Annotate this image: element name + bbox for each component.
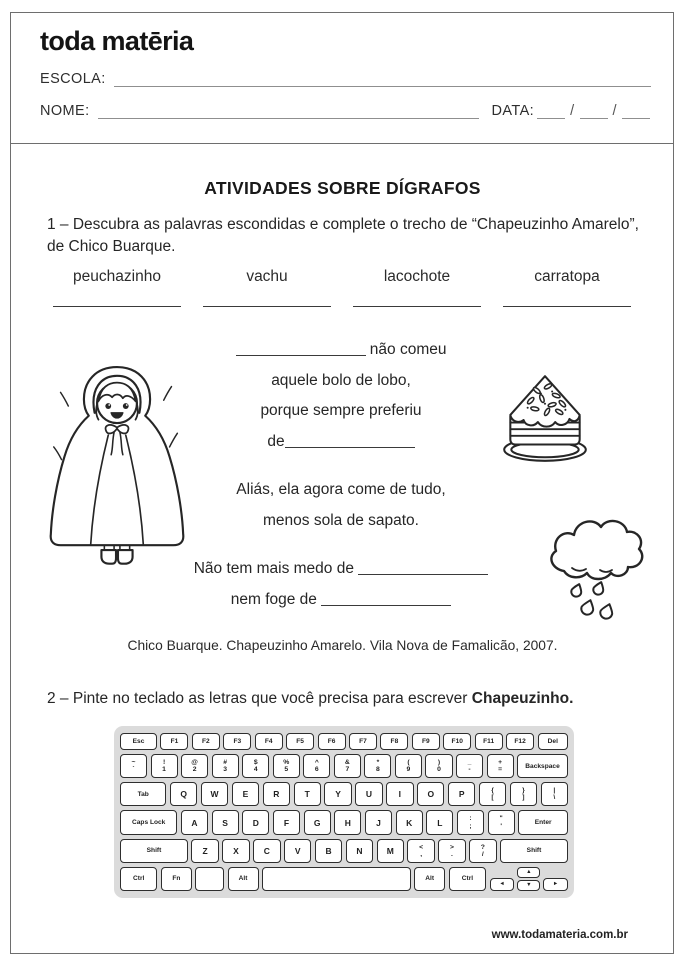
key-space[interactable] [262,867,411,891]
school-field-line[interactable] [114,72,651,87]
scrambled-word: vachu [246,268,288,285]
key-symbol-top: ( [407,758,410,766]
brand-logo: toda matēria [40,26,194,56]
key-2[interactable] [181,754,208,778]
scrambled-word: peuchazinho [73,268,161,285]
key-g[interactable]: G [304,810,331,834]
key-h[interactable]: H [334,810,361,834]
scrambled-word: lacochote [383,268,451,285]
key-symbol-top: % [283,758,290,766]
key-symbol-top: : [469,815,472,823]
key-equals[interactable] [487,754,514,778]
scrambled-word-column [42,268,192,307]
verse-line [180,341,502,361]
key-f7[interactable]: F7 [349,733,377,750]
date-year-line[interactable] [622,104,650,119]
key-symbol-top: | [553,787,556,795]
question-2 [47,688,643,710]
key-d[interactable]: D [242,810,269,834]
key-f10[interactable]: F10 [443,733,471,750]
scrambled-word-column [342,268,492,307]
key-symbol-top: ~ [131,758,136,766]
cake-slice-illustration [494,370,596,467]
name-field-line[interactable] [98,104,479,119]
key-4[interactable] [242,754,269,778]
key-1[interactable] [151,754,178,778]
verse-text: Aliás, ela agora come de tudo, [236,481,446,498]
verse-line [180,512,502,532]
key-symbol-bottom: ' [500,822,502,830]
verse-line [180,591,502,611]
verse-text: Não tem mais medo de [193,560,359,577]
key-symbol-bottom: = [498,766,503,774]
key-9[interactable] [395,754,422,778]
keyboard-row-2 [120,754,568,778]
key-symbol-bottom: ` [132,766,135,774]
key-tab[interactable]: Tab [120,782,166,806]
school-row [40,72,651,87]
key-backtick[interactable] [120,754,147,778]
footer-url: www.todamateria.com.br [491,929,628,941]
key-symbol-top: ? [480,843,485,851]
answer-blank[interactable] [53,306,181,307]
answer-blank[interactable] [236,342,366,356]
key-8[interactable] [364,754,391,778]
answer-blank[interactable] [503,306,631,307]
key-5[interactable] [273,754,300,778]
verse-text: aquele bolo de lobo, [271,371,411,389]
key-l[interactable]: L [426,810,453,834]
keyboard-row-1 [120,733,568,750]
keyboard-row-3 [120,782,568,806]
key-symbol-top: > [450,843,454,851]
key-symbol-bottom: 6 [314,766,319,774]
key-arrow-left[interactable]: ◄ [490,878,515,891]
key-s[interactable]: S [212,810,239,834]
key-f4[interactable]: F4 [255,733,283,750]
key-symbol-bottom: - [468,766,471,774]
key-arrow-right[interactable]: ► [543,878,568,891]
key-f11[interactable]: F11 [475,733,503,750]
key-shift[interactable]: Shift [120,839,188,863]
key-enter[interactable]: Enter [518,810,568,834]
key-k[interactable]: K [396,810,423,834]
question-2-text: 2 – Pinte no teclado as letras que você precisa para escrever [47,690,472,707]
key-backslash[interactable] [541,782,568,806]
key-symbol-top: { [491,787,494,795]
key-f9[interactable]: F9 [412,733,440,750]
key-symbol-top: " [499,815,503,823]
scrambled-word-column [492,268,642,307]
key-f2[interactable]: F2 [192,733,220,750]
key-symbol-top: _ [467,758,472,766]
answer-blank[interactable] [353,306,481,307]
key-f3[interactable]: F3 [223,733,251,750]
key-semicolon[interactable] [457,810,484,834]
key-w[interactable]: W [201,782,228,806]
key-blank[interactable] [195,867,224,891]
key-arrow-down[interactable]: ▼ [517,880,540,891]
key-symbol-top: & [344,758,350,766]
key-symbol-top: } [522,787,525,795]
key-esc[interactable]: Esc [120,733,157,750]
keyboard [114,726,574,898]
header-divider [11,143,673,144]
key-6[interactable] [303,754,330,778]
key-slash[interactable] [469,839,496,863]
scrambled-word-column [192,268,342,307]
verse-line [180,372,502,392]
key-backspace[interactable]: Backspace [517,754,568,778]
key-3[interactable] [212,754,239,778]
arrow-cluster [490,867,568,891]
key-apostrophe[interactable] [488,810,515,834]
answer-blank[interactable] [285,434,415,448]
key-symbol-bottom: \ [553,794,556,802]
key-c[interactable]: C [253,839,280,863]
school-label: ESCOLA: [40,71,106,87]
key-o[interactable]: O [417,782,444,806]
verse-gap [180,463,502,481]
key-symbol-bottom: / [481,850,484,858]
scrambled-words-row [42,268,642,307]
key-arrow-up[interactable]: ▲ [517,867,540,878]
key-symbol-top: @ [191,758,198,766]
name-date-row [40,104,653,119]
key-a[interactable]: A [181,810,208,834]
key-symbol-top: $ [253,758,258,766]
verse-line [180,481,502,501]
key-del[interactable]: Del [538,733,569,750]
key-alt-right[interactable]: Alt [414,867,445,891]
key-caps-lock[interactable]: Caps Lock [120,810,177,834]
key-m[interactable]: M [377,839,404,863]
key-symbol-bottom: , [420,850,423,858]
key-b[interactable]: B [315,839,342,863]
keyboard-row-4 [120,810,568,834]
verse-gap [180,542,502,560]
verse-text: nem foge de [230,590,322,608]
key-symbol-top: # [223,758,228,766]
key-e[interactable]: E [232,782,259,806]
key-n[interactable]: N [346,839,373,863]
keyboard-row-6 [120,867,568,891]
worksheet-title: ATIVIDADES SOBRE DÍGRAFOS [204,178,481,198]
key-symbol-bottom: 4 [253,766,258,774]
key-symbol-bottom: 1 [162,766,166,774]
rain-cloud-illustration [542,508,646,620]
key-ctrl[interactable]: Ctrl [120,867,157,891]
key-f8[interactable]: F8 [380,733,408,750]
date-month-line[interactable] [580,104,608,119]
key-bracket-left[interactable] [479,782,506,806]
key-r[interactable]: R [263,782,290,806]
date-slash: / [612,103,617,119]
key-v[interactable]: V [284,839,311,863]
key-j[interactable]: J [365,810,392,834]
key-period[interactable] [438,839,465,863]
verse-text: menos sola de sapato. [263,511,419,529]
key-comma[interactable] [407,839,434,863]
verse-text: de [267,432,285,450]
key-symbol-top: ^ [314,758,319,766]
key-f[interactable]: F [273,810,300,834]
verse-line [180,402,502,422]
verse-line [180,560,502,580]
hooded-girl-illustration [44,356,190,568]
date-label: DATA: [491,103,535,119]
key-0[interactable] [425,754,452,778]
key-f1[interactable]: F1 [160,733,188,750]
key-symbol-bottom: 5 [284,766,289,774]
key-u[interactable]: U [355,782,382,806]
answer-blank[interactable] [321,592,451,606]
key-fn[interactable]: Fn [161,867,192,891]
key-f6[interactable]: F6 [318,733,346,750]
key-symbol-bottom: 3 [223,766,228,774]
keyboard-row-5 [120,839,568,863]
name-label: NOME: [40,103,90,119]
key-ctrl-right[interactable]: Ctrl [449,867,486,891]
key-symbol-bottom: ] [522,794,525,802]
key-symbol-top: * [376,758,380,766]
date-slash: / [570,103,575,119]
key-p[interactable]: P [448,782,475,806]
key-x[interactable]: X [222,839,249,863]
question-1: 1 – Descubra as palavras escondidas e complete o trecho de “Chapeuzinho Amarelo”, de Chico Buarque. [47,216,639,255]
key-symbol-bottom: 7 [345,766,350,774]
key-symbol-bottom: ; [469,822,472,830]
key-minus[interactable] [456,754,483,778]
question-2-highlight: Chapeuzinho. [471,690,574,707]
key-f5[interactable]: F5 [286,733,314,750]
key-i[interactable]: I [386,782,413,806]
key-q[interactable]: Q [170,782,197,806]
key-symbol-bottom: [ [491,794,494,802]
answer-blank[interactable] [203,306,331,307]
key-symbol-bottom: 9 [406,766,411,774]
verse-text: porque sempre preferiu [260,402,422,419]
answer-blank[interactable] [358,561,488,575]
key-7[interactable] [334,754,361,778]
arrow-cluster-mid [517,867,540,891]
date-day-line[interactable] [537,104,565,119]
key-z[interactable]: Z [191,839,218,863]
verse-line [180,433,502,453]
key-symbol-top: ) [437,758,441,766]
verse-text: não comeu [365,341,447,358]
key-symbol-bottom: . [451,850,453,858]
key-t[interactable]: T [294,782,321,806]
key-symbol-top: < [419,843,424,851]
key-symbol-bottom: 0 [437,766,441,774]
verse [180,341,502,621]
citation: Chico Buarque. Chapeuzinho Amarelo. Vila Nova de Famalicão, 2007. [127,638,558,653]
key-shift-right[interactable]: Shift [500,839,568,863]
key-f12[interactable]: F12 [506,733,534,750]
key-symbol-bottom: 8 [376,766,380,774]
key-y[interactable]: Y [324,782,351,806]
key-bracket-right[interactable] [510,782,537,806]
key-symbol-top: ! [162,758,166,766]
key-alt[interactable]: Alt [228,867,259,891]
key-symbol-top: + [498,758,503,766]
key-symbol-bottom: 2 [192,766,197,774]
scrambled-word: carratopa [534,268,600,285]
